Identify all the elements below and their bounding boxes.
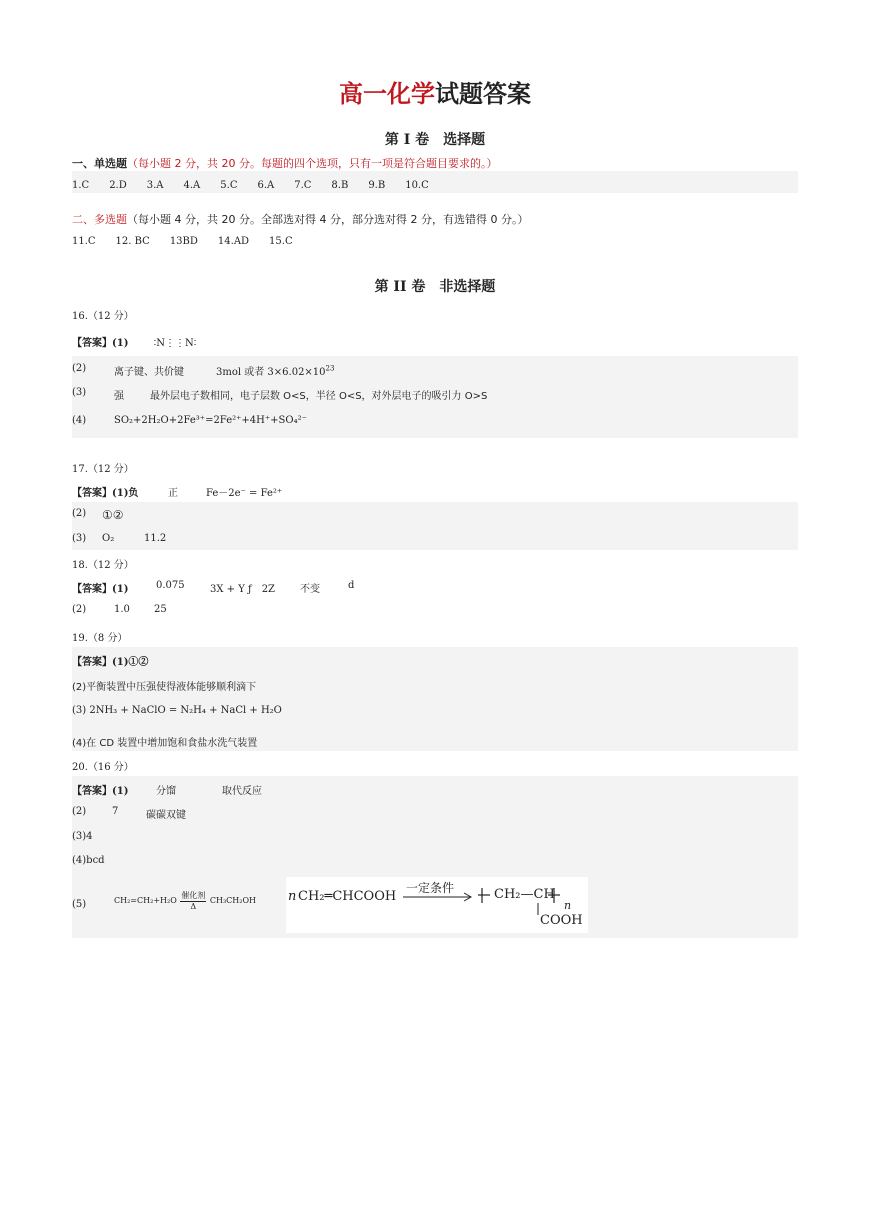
polymerization-equation: n CH₂═CHCOOH 一定条件 CH₂—CH n COOH [286,877,588,933]
q19-header: 19.（8 分） [72,633,128,644]
q17-band [72,502,798,550]
q18-answer-1: 【答案】(1) 0.075 3X + Y ƒ 2Z 不变 d [72,580,355,595]
multi-choice-answers: 11.C 12. BC 13BD 14.AD 15.C [72,236,293,247]
q20-answer-5-equation: CH₂=CH₂+H₂O 催化剂 Δ CH₃CH₂OH [114,891,257,911]
q16-answer-3: (3) 强 最外层电子数相同，电子层数 O<S，半径 O<S，对外层电子的吸引力 O>S [72,387,488,402]
q17-header: 17.（12 分） [72,464,134,475]
q16-header: 16.（12 分） [72,311,134,322]
multi-choice-heading: 二、多选题（每小题 4 分，共 20 分。全部选对得 4 分，部分选对得 2 分，有选错得 0 分。） [72,213,529,226]
page-title: 高一化学试题答案 [339,80,531,108]
q20-answer-3: (3)4 [72,831,93,842]
q19-answer-2: (2)平衡装置中压强使得液体能够顺利滴下 [72,682,257,693]
q16-answer-2: (2) 离子键、共价键 3mol 或者 $3\times 6.02\times 10^{23}$ [72,363,335,378]
reaction-arrow-icon [402,891,474,903]
q16-answer-4: (4) SO₂+2H₂O+2Fe³⁺=2Fe²⁺+4H⁺+SO₄²⁻ [72,415,307,426]
q19-answer-3: (3) 2NH₃ + NaClO = N₂H₄ + NaCl + H₂O [72,705,282,716]
single-choice-heading: 一、单选题（每小题 2 分，共 20 分。每题的四个选项，只有一项是符合题目要求的。） [72,157,498,170]
q20-answer-2: (2) 7 碳碳双键 [72,806,186,821]
section-heading-part2: 第 II 卷 非选择题 [374,279,496,295]
q20-answer-1: 【答案】(1) 分馏 取代反应 [72,786,262,797]
q19-answer-4: (4)在 CD 装置中增加饱和食盐水洗气装置 [72,738,258,749]
q18-answer-2: (2) 1.0 25 [72,604,167,615]
q17-answer-3: (3) O₂ 11.2 [72,533,167,544]
q20-answer-4: (4)bcd [72,855,105,866]
q20-answer-5-num: (5) [72,899,87,910]
q20-header: 20.（16 分） [72,762,134,773]
single-choice-answers: 1.C 2.D 3.A 4.A 5.C 6.A 7.C 8.B 9.B 10.C [72,180,429,191]
q19-answer-1: 【答案】(1)①② [72,657,149,668]
q18-header: 18.（12 分） [72,560,134,571]
q17-answer-1: 【答案】(1)负 正 Fe－2e⁻ = Fe²⁺ [72,488,283,499]
q17-answer-2: (2) ①② [72,508,124,522]
section-heading-part1: 第 I 卷 选择题 [384,132,486,148]
q16-answer-1: 【答案】(1) ∶N⋮⋮N∶ [72,338,197,349]
